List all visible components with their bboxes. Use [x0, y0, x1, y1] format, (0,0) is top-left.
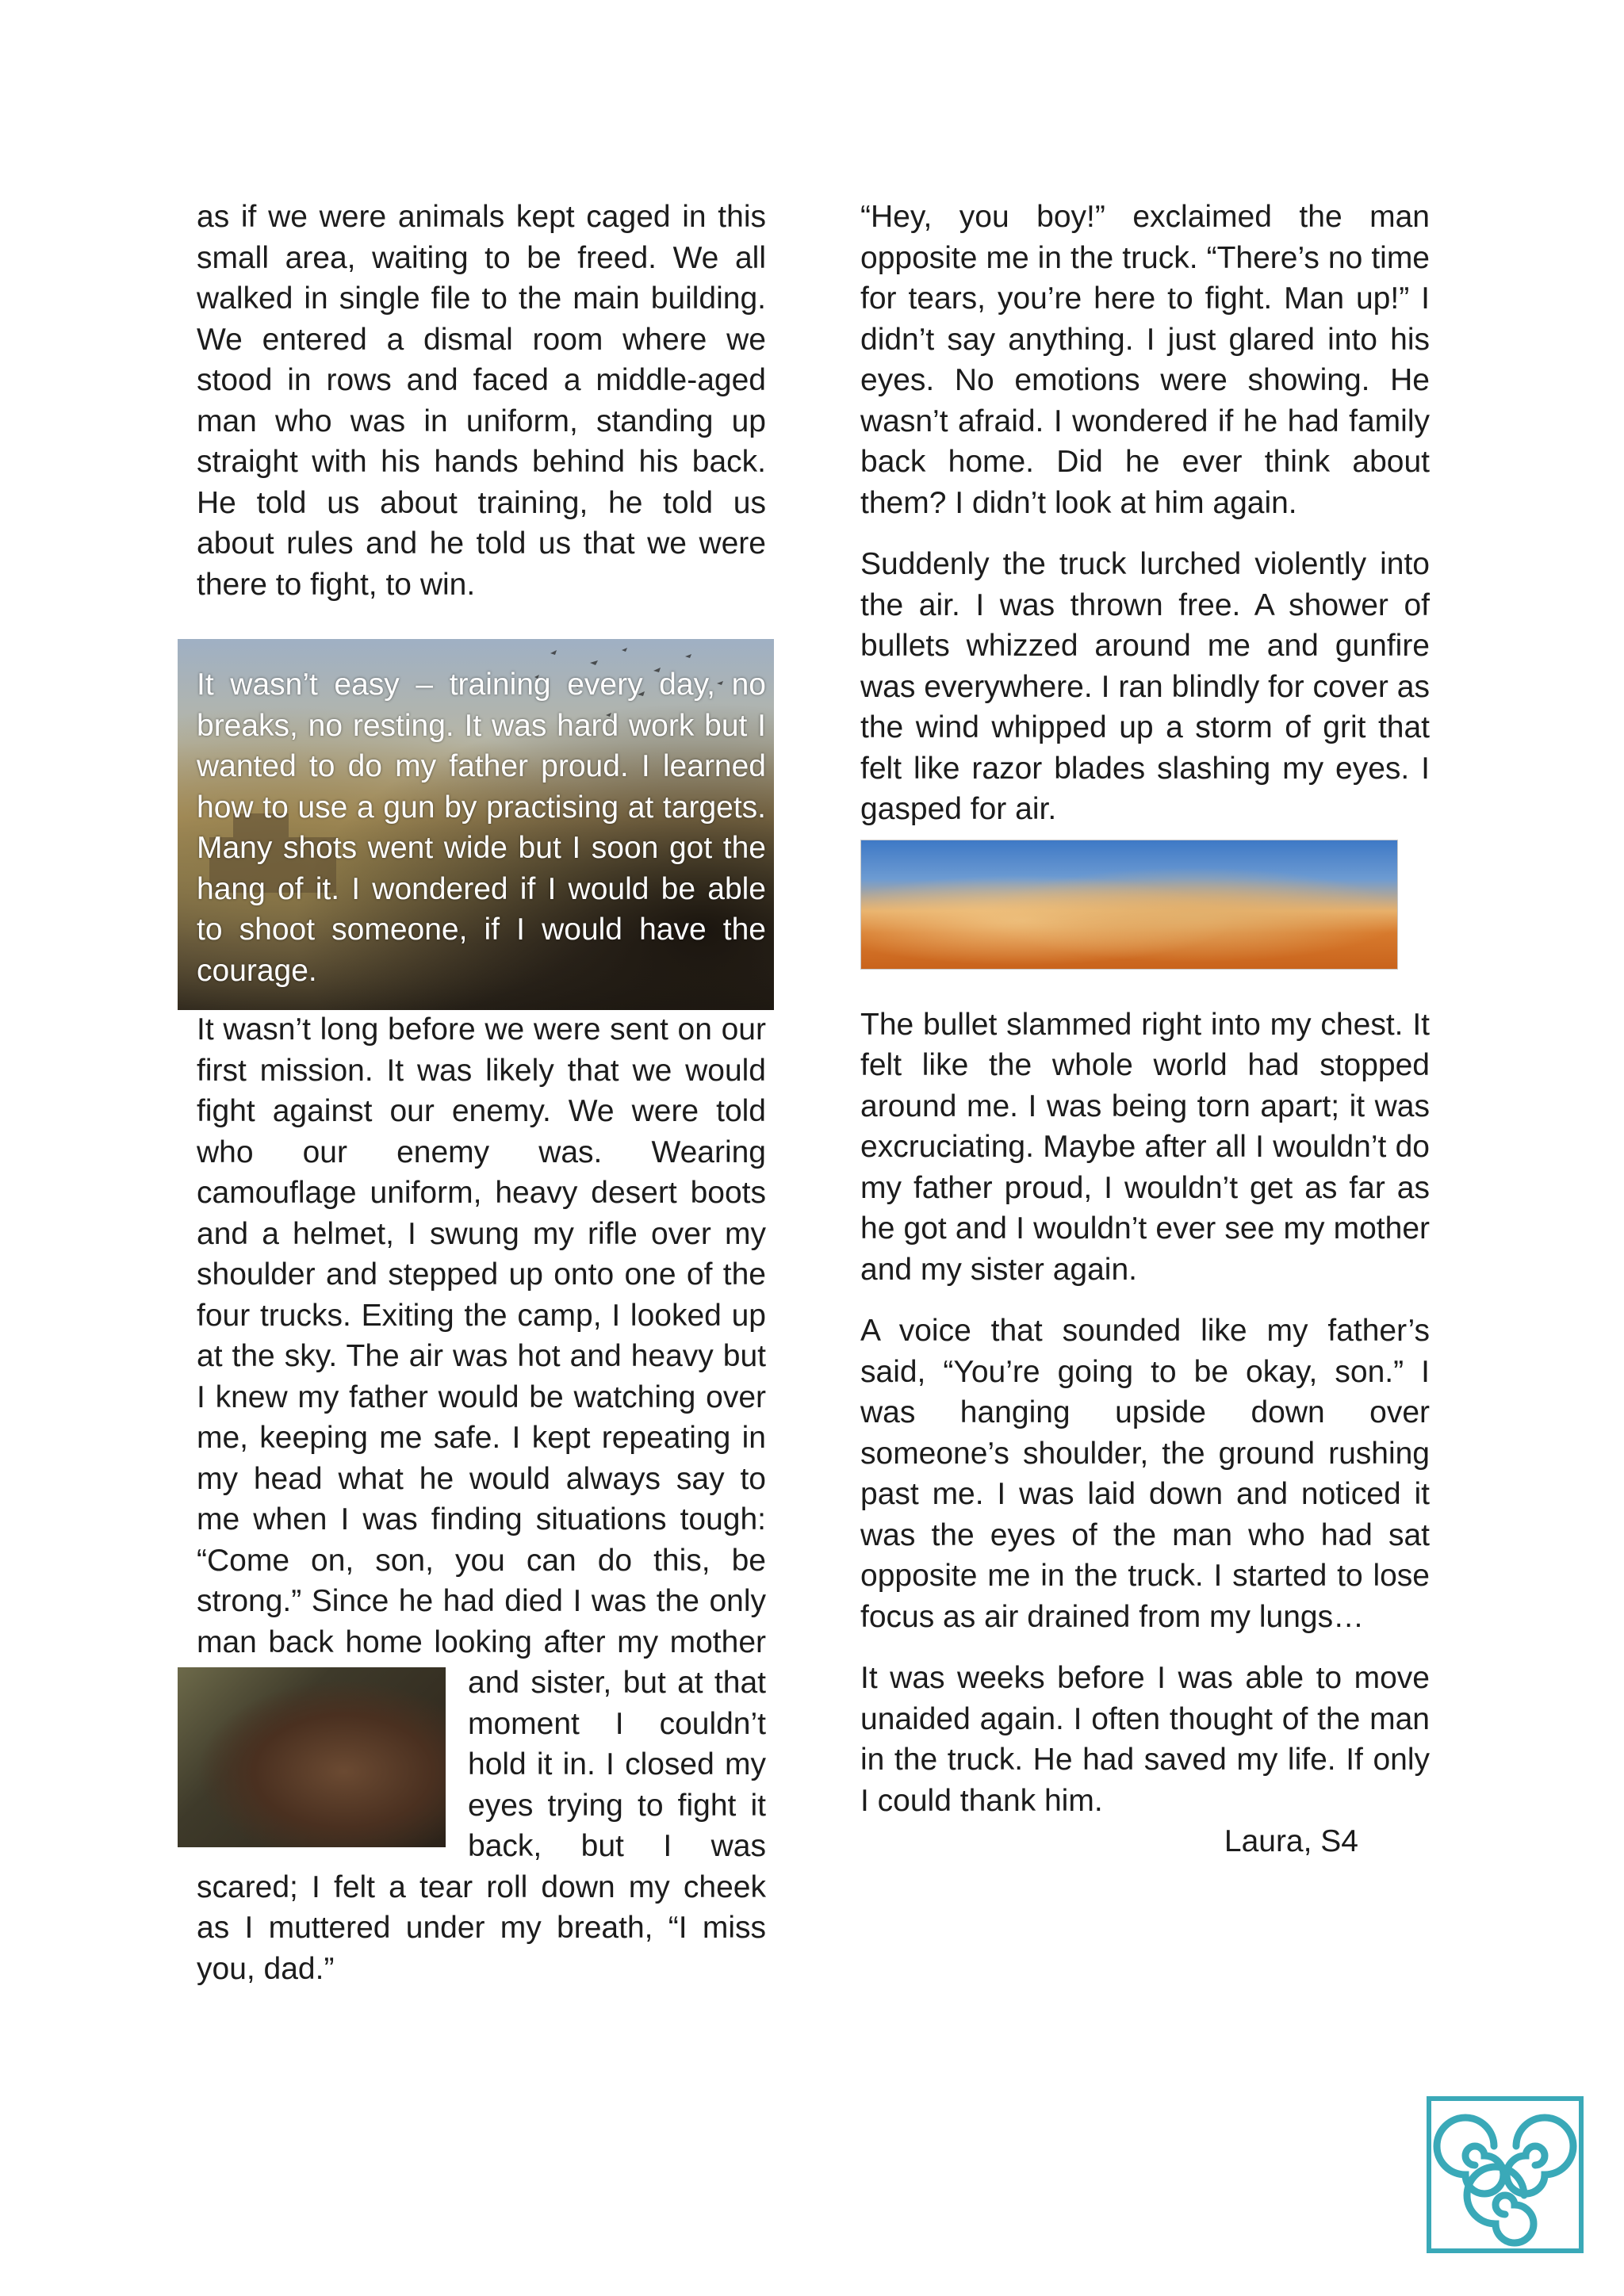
paragraph-intro: as if we were animals kept caged in this small area, waiting to be freed. We all walked in single file to the main building. We entered a dismal room where we stood in rows and faced a middle-aged man who was in uniform, standing up straight with his hands behind his back. He told us about training, he told us about rules and he told us that we were there to fight, to win.	[197, 200, 766, 602]
left-column	[197, 197, 766, 645]
training-photo	[178, 639, 774, 1010]
paragraph-attack: Suddenly the truck lurched violently into the air. I was thrown free. A shower of bullets whizzed around me and gunfire was everywhere. I ran blindly for cover as the wind whipped up a storm of grit that felt like razor blades slashing my eyes. I gasped for air.	[860, 547, 1430, 826]
paragraph-mission	[197, 1009, 766, 1989]
paragraph-training: It wasn’t easy – training every day, no breaks, no resting. It was hard work but I wanted to do my father proud. I learned how to use a gun by practising at targets. Many shots went wide but I soon got the hang of it. I wondered if I would be able to shoot someone, if I would have the courage.	[197, 668, 766, 988]
paragraph-ending: It was weeks before I was able to move unaided again. I often thought of the man in the truck. He had saved my life. If only I could thank him.	[860, 1661, 1430, 1818]
author-signature: Laura, S4	[1224, 1824, 1358, 1858]
paragraph-voice: A voice that sounded like my father’s said, “You’re going to be okay, son.” I was hanging upside down over someone’s shoulder, the ground rushing past me. I was laid down and noticed it was the eyes of the man who had sat opposite me in the truck. I started to lose focus as air drained from my lungs…	[860, 1314, 1430, 1634]
mission-text-end: moment I couldn’t hold it in. I closed my eyes trying to fight it back, but I was scared; I felt a tear roll down my cheek as I muttered under my breath, “I miss you, dad.”	[197, 1706, 766, 1986]
paragraph-bullet: The bullet slammed right into my chest. It felt like the whole world had stopped around me. I was being torn apart; it was excruciating. Maybe after all I wouldn’t do my father proud, I wouldn’t get as far as he got and I wouldn’t ever see my mother and my sister again.	[860, 1007, 1430, 1287]
right-column	[860, 197, 1430, 1862]
triple-spiral-logo	[1426, 2095, 1584, 2254]
left-column-continued	[197, 1009, 766, 1989]
mission-text: It wasn’t long before we were sent on our first mission. It was likely that we would fight against our enemy. We were told who our enemy was. Wearing camouflage uniform, heavy desert boots and a helmet, I swung my rifle over my shoulder and stepped up onto one of the four trucks. Exiting the camp, I looked up at the sky. The air was hot and heavy but I knew my father would be watching over me, keeping me safe. I kept repeating in my head what he would always say to me when I was finding situations tough: “Come on, son, you can do this, be strong.” Since he had died I was the only man back home looking after my mother and sister, but at that	[197, 1012, 766, 1700]
desert-sandstorm-photo	[860, 840, 1398, 970]
crying-soldier-photo	[178, 1667, 446, 1847]
paragraph-truck: “Hey, you boy!” exclaimed the man opposite me in the truck. “There’s no time for tears, you’re here to fight. Man up!” I didn’t say anything. I just glared into his eyes. No emotions were showing. He wasn’t afraid. I wondered if he had family back home. Did he ever think about them? I didn’t look at him again.	[860, 200, 1430, 520]
